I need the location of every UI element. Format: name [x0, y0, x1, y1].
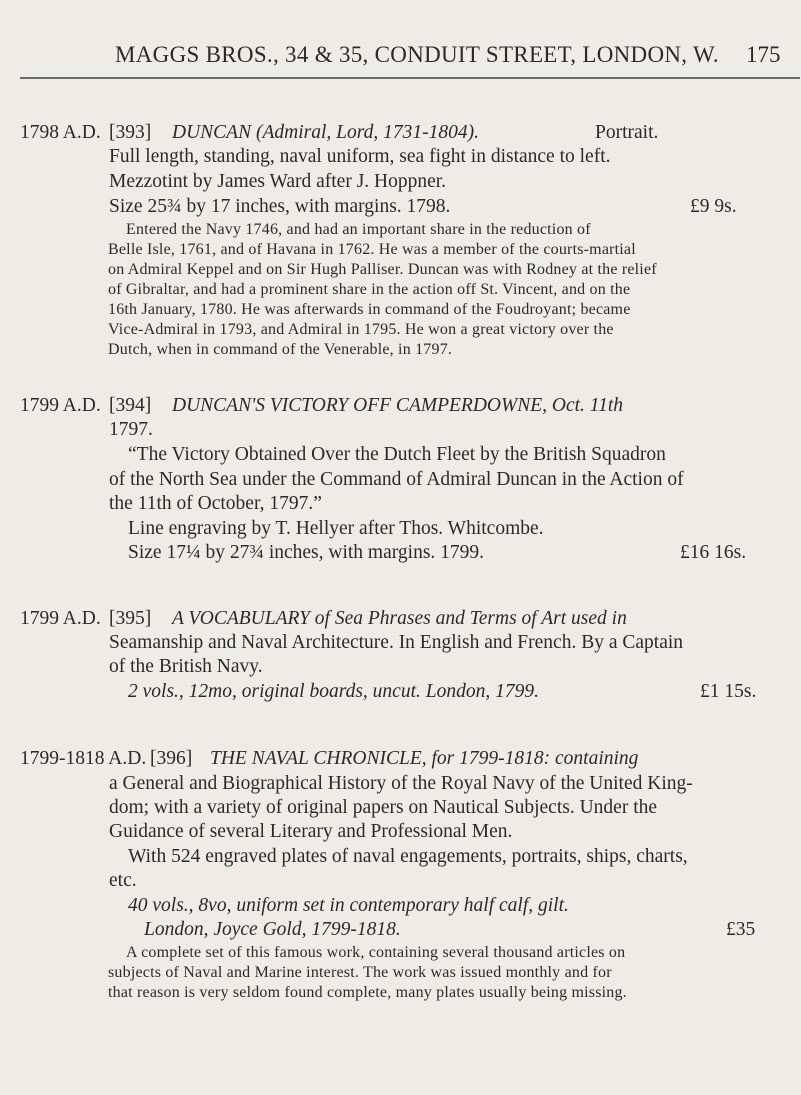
entry-plates: With 524 engraved plates of naval engagements, portraits, ships, charts,: [128, 846, 688, 867]
entry-engraver: Mezzotint by James Ward after J. Hoppner.: [109, 171, 447, 192]
page-number: 175: [746, 42, 781, 67]
entry-number: [395]: [109, 608, 152, 629]
entry-description: Seamanship and Naval Architecture. In English and French. By a Captain: [109, 632, 684, 653]
entry-heading: DUNCAN'S VICTORY OFF CAMPERDOWNE, Oct. 11th: [172, 395, 624, 416]
page-header-title: MAGGS BROS., 34 & 35, CONDUIT STREET, LONDON, W.: [115, 42, 719, 67]
note-line: Belle Isle, 1761, and of Havana in 1762. He was a member of the courts-martial: [108, 241, 636, 258]
entry-size: Size 17¼ by 27¾ inches, with margins. 1799.: [128, 542, 485, 563]
entry-price: £16 16s.: [680, 542, 747, 563]
entry-heading-tail: Portrait.: [595, 122, 659, 143]
entry-details: 2 vols., 12mo, original boards, uncut. London, 1799.: [128, 681, 539, 702]
entry-date: 1798 A.D.: [20, 122, 101, 143]
entry-heading: THE NAVAL CHRONICLE, for 1799-1818: containing: [210, 748, 639, 769]
entry-description: Full length, standing, naval uniform, sea fight in distance to left.: [109, 146, 611, 167]
entry-description: Guidance of several Literary and Professional Men.: [109, 821, 513, 842]
entry-date: 1799 A.D.: [20, 608, 101, 629]
note-line: that reason is very seldom found complete, many plates usually being missing.: [108, 984, 627, 1001]
page-header: [0, 42, 801, 72]
entry-imprint: London, Joyce Gold, 1799-1818.: [144, 919, 401, 940]
entry-number: [396]: [150, 748, 193, 769]
entry-description: of the North Sea under the Command of Admiral Duncan in the Action of: [109, 469, 684, 490]
note-line: subjects of Naval and Marine interest. The work was issued monthly and for: [108, 964, 612, 981]
entry-number: [393]: [109, 122, 152, 143]
entry-heading: A VOCABULARY of Sea Phrases and Terms of Art used in: [172, 608, 627, 629]
entry-price: £9 9s.: [690, 196, 737, 217]
note-line: A complete set of this famous work, containing several thousand articles on: [126, 944, 626, 961]
note-line: Vice-Admiral in 1793, and Admiral in 1795. He won a great victory over the: [108, 321, 614, 338]
note-line: on Admiral Keppel and on Sir Hugh Palliser. Duncan was with Rodney at the relief: [108, 261, 657, 278]
entry-description: dom; with a variety of original papers on Nautical Subjects. Under the: [109, 797, 658, 818]
entry-engraver: Line engraving by T. Hellyer after Thos. Whitcombe.: [128, 518, 544, 539]
entry-binding: 40 vols., 8vo, uniform set in contemporary half calf, gilt.: [128, 895, 569, 916]
entry-size: Size 25¾ by 17 inches, with margins. 1798.: [109, 196, 451, 217]
entry-number: [394]: [109, 395, 152, 416]
entry-description: the 11th of October, 1797.”: [109, 493, 322, 514]
entry-date: 1799 A.D.: [20, 395, 101, 416]
entry-price: £35: [726, 919, 756, 940]
entry-plates: etc.: [109, 870, 137, 891]
note-line: 16th January, 1780. He was afterwards in command of the Foudroyant; became: [108, 301, 631, 318]
entry-date: 1799-1818 A.D.: [20, 748, 147, 769]
entry-heading: DUNCAN (Admiral, Lord, 1731-1804).: [172, 122, 479, 143]
entry-price: £1 15s.: [700, 681, 757, 702]
header-rule: [20, 77, 800, 79]
entry-description: “The Victory Obtained Over the Dutch Fleet by the British Squadron: [128, 444, 666, 465]
note-line: Entered the Navy 1746, and had an important share in the reduction of: [126, 221, 591, 238]
note-line: of Gibraltar, and had a prominent share in the action off St. Vincent, and on the: [108, 281, 631, 298]
entry-description: of the British Navy.: [109, 656, 263, 677]
entry-heading-year: 1797.: [109, 419, 153, 440]
note-line: Dutch, when in command of the Venerable, in 1797.: [108, 341, 453, 358]
entry-description: a General and Biographical History of the Royal Navy of the United King-: [109, 773, 693, 794]
